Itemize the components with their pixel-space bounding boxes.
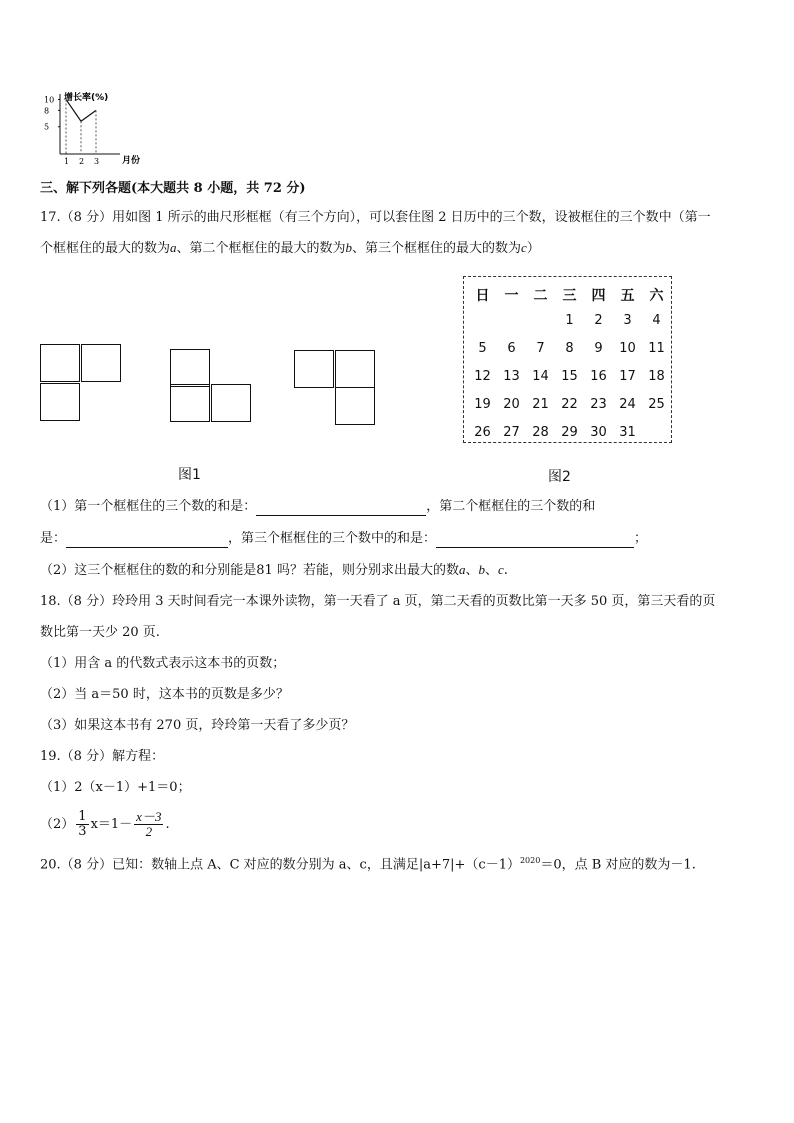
calendar-cell: 23 xyxy=(590,397,607,412)
calendar-header-3: 三 xyxy=(562,288,577,304)
q17-line2-a: 个框框住的最大的数为 xyxy=(40,241,171,256)
q17-line1: 17.（8 分）用如图 1 所示的曲尺形框框（有三个方向），可以套住图 2 日历中的三个数，设被框住的三个数中（第一 xyxy=(40,210,711,225)
q17-line2-end: ） xyxy=(526,241,540,256)
calendar-cell: 6 xyxy=(507,341,516,356)
figure-1-frames xyxy=(40,340,380,430)
calendar-cell: 2 xyxy=(594,313,603,328)
q17-part1-line1 xyxy=(40,498,595,516)
calendar-cell: 24 xyxy=(619,397,636,412)
q17-p2-sep2: 、 xyxy=(484,563,498,578)
calendar-cell: 15 xyxy=(561,369,578,384)
calendar-cell: 13 xyxy=(503,369,520,384)
q18-line1: 18.（8 分）玲玲用 3 天时间看完一本课外读物，第一天看了 a 页，第二天看的页数比第一天多 50 页，第三天看的页 xyxy=(40,594,716,609)
q19-p2-end: . xyxy=(165,817,170,832)
calendar-figure xyxy=(463,276,672,443)
calendar-cell: 1 xyxy=(565,313,574,328)
q17-p1-text-end: ； xyxy=(634,531,648,546)
calendar-cell: 14 xyxy=(532,369,549,384)
calendar-cell: 11 xyxy=(648,341,665,356)
p2-var-b: b xyxy=(478,562,485,577)
q18-part2: （2）当 a＝50 时，这本书的页数是多少？ xyxy=(40,687,289,702)
calendar-cell: 25 xyxy=(648,397,665,412)
chart-xtick-label: 2 xyxy=(79,157,85,166)
q17-p1-text-d: ，第三个框框住的三个数中的和是： xyxy=(228,531,437,546)
q18-part3: （3）如果这本书有 270 页，玲玲第一天看了多少页？ xyxy=(40,718,355,733)
q20-text xyxy=(40,852,696,874)
q19-part2 xyxy=(40,807,170,843)
q17-line2 xyxy=(40,239,540,258)
q17-part1-line2 xyxy=(40,530,647,548)
var-a: a xyxy=(170,240,177,255)
answer-blank-2[interactable] xyxy=(66,533,228,548)
q19-p2-mid: x＝1－ xyxy=(90,817,133,832)
answer-blank-3[interactable] xyxy=(436,533,634,548)
calendar-cell: 8 xyxy=(565,341,574,356)
chart-ytick-label: 10 xyxy=(44,95,55,105)
calendar-header-6: 六 xyxy=(649,288,664,304)
chart-xtick-label: 1 xyxy=(64,157,70,166)
calendar-header-0: 日 xyxy=(475,288,490,304)
calendar-cell: 28 xyxy=(532,425,549,440)
calendar-header-1: 一 xyxy=(504,288,519,304)
answer-blank-1[interactable] xyxy=(256,501,426,516)
calendar-cell: 31 xyxy=(619,425,636,440)
calendar-cell: 9 xyxy=(594,341,603,356)
q20-exponent: 2020 xyxy=(519,856,541,865)
p2-var-a: a xyxy=(458,562,466,577)
calendar-cell: 30 xyxy=(590,425,607,440)
calendar-cell: 21 xyxy=(532,397,549,412)
q19-title: 19.（8 分）解方程： xyxy=(40,749,165,764)
q20-text-b: ＝0，点 B 对应的数为－1. xyxy=(540,857,696,873)
q19-p2-label: （2） xyxy=(40,817,75,832)
q19-part1: （1）2（x－1）+1＝0； xyxy=(40,780,191,795)
calendar-cell xyxy=(497,313,526,341)
q20-text-a: 20.（8 分）已知：数轴上点 A、C 对应的数分别为 a、c，且满足|a+7|+（c－1） xyxy=(40,857,520,873)
q18-part1: （1）用含 a 的代数式表示这本书的页数； xyxy=(40,656,286,671)
var-b: b xyxy=(345,240,353,255)
figure-2-caption: 图2 xyxy=(548,469,571,485)
q17-p1-text-a: （1）第一个框框住的三个数的和是： xyxy=(40,499,257,514)
calendar-cell: 16 xyxy=(590,369,607,384)
calendar-cell: 7 xyxy=(536,341,545,356)
calendar-cell xyxy=(642,425,671,453)
q17-line2-c: 、第三个框框住的最大的数为 xyxy=(352,241,522,256)
q17-p2-sep1: 、 xyxy=(465,563,479,578)
q17-part2 xyxy=(40,561,508,580)
calendar-cell: 19 xyxy=(474,397,491,412)
growth-rate-mini-chart xyxy=(40,88,160,168)
calendar-cell: 4 xyxy=(652,313,661,328)
q17-p1-text-c: 是： xyxy=(40,531,67,546)
var-c: c xyxy=(521,240,527,255)
q17-p2-end: . xyxy=(503,563,508,578)
calendar-cell xyxy=(468,313,497,341)
calendar-cell: 18 xyxy=(648,369,665,384)
calendar-cell: 10 xyxy=(619,341,636,356)
calendar-cell: 29 xyxy=(561,425,578,440)
p2-var-c: c xyxy=(497,562,504,577)
calendar-cell: 5 xyxy=(478,341,487,356)
calendar-header-2: 二 xyxy=(533,288,548,304)
calendar-cell: 3 xyxy=(623,313,632,328)
chart-ylabel: 增长率(%) xyxy=(64,93,109,103)
calendar-cell: 17 xyxy=(619,369,636,384)
q17-p1-text-b: ，第二个框框住的三个数的和 xyxy=(426,499,596,514)
chart-xlabel: 月份 xyxy=(122,156,141,166)
fraction-x-minus-3-over-2: $\frac{x-3}{2}$ xyxy=(136,809,162,839)
fraction-one-third: $\frac{1}{3}$ xyxy=(78,809,87,839)
chart-ytick-label: 8 xyxy=(44,106,50,116)
calendar-cell: 26 xyxy=(474,425,491,440)
q17-line2-b: 、第二个框框住的最大的数为 xyxy=(176,241,346,256)
calendar-header-4: 四 xyxy=(591,288,606,304)
calendar-cell: 20 xyxy=(503,397,520,412)
calendar-grid xyxy=(468,285,671,453)
q18-line2: 数比第一天少 20 页. xyxy=(40,625,160,640)
calendar-cell xyxy=(526,313,555,341)
section-heading: 三、解下列各题(本大题共 8 小题，共 72 分) xyxy=(40,181,306,196)
calendar-cell: 27 xyxy=(503,425,520,440)
q17-p2-text: （2）这三个框框住的数的和分别能是81 吗？若能，则分别求出最大的数 xyxy=(40,563,459,578)
calendar-cell: 12 xyxy=(474,369,491,384)
calendar-cell: 22 xyxy=(561,397,578,412)
chart-ytick-label: 5 xyxy=(44,122,50,132)
calendar-header-5: 五 xyxy=(620,288,635,304)
figure-1-caption: 图1 xyxy=(178,467,201,483)
chart-xtick-label: 3 xyxy=(94,157,100,166)
